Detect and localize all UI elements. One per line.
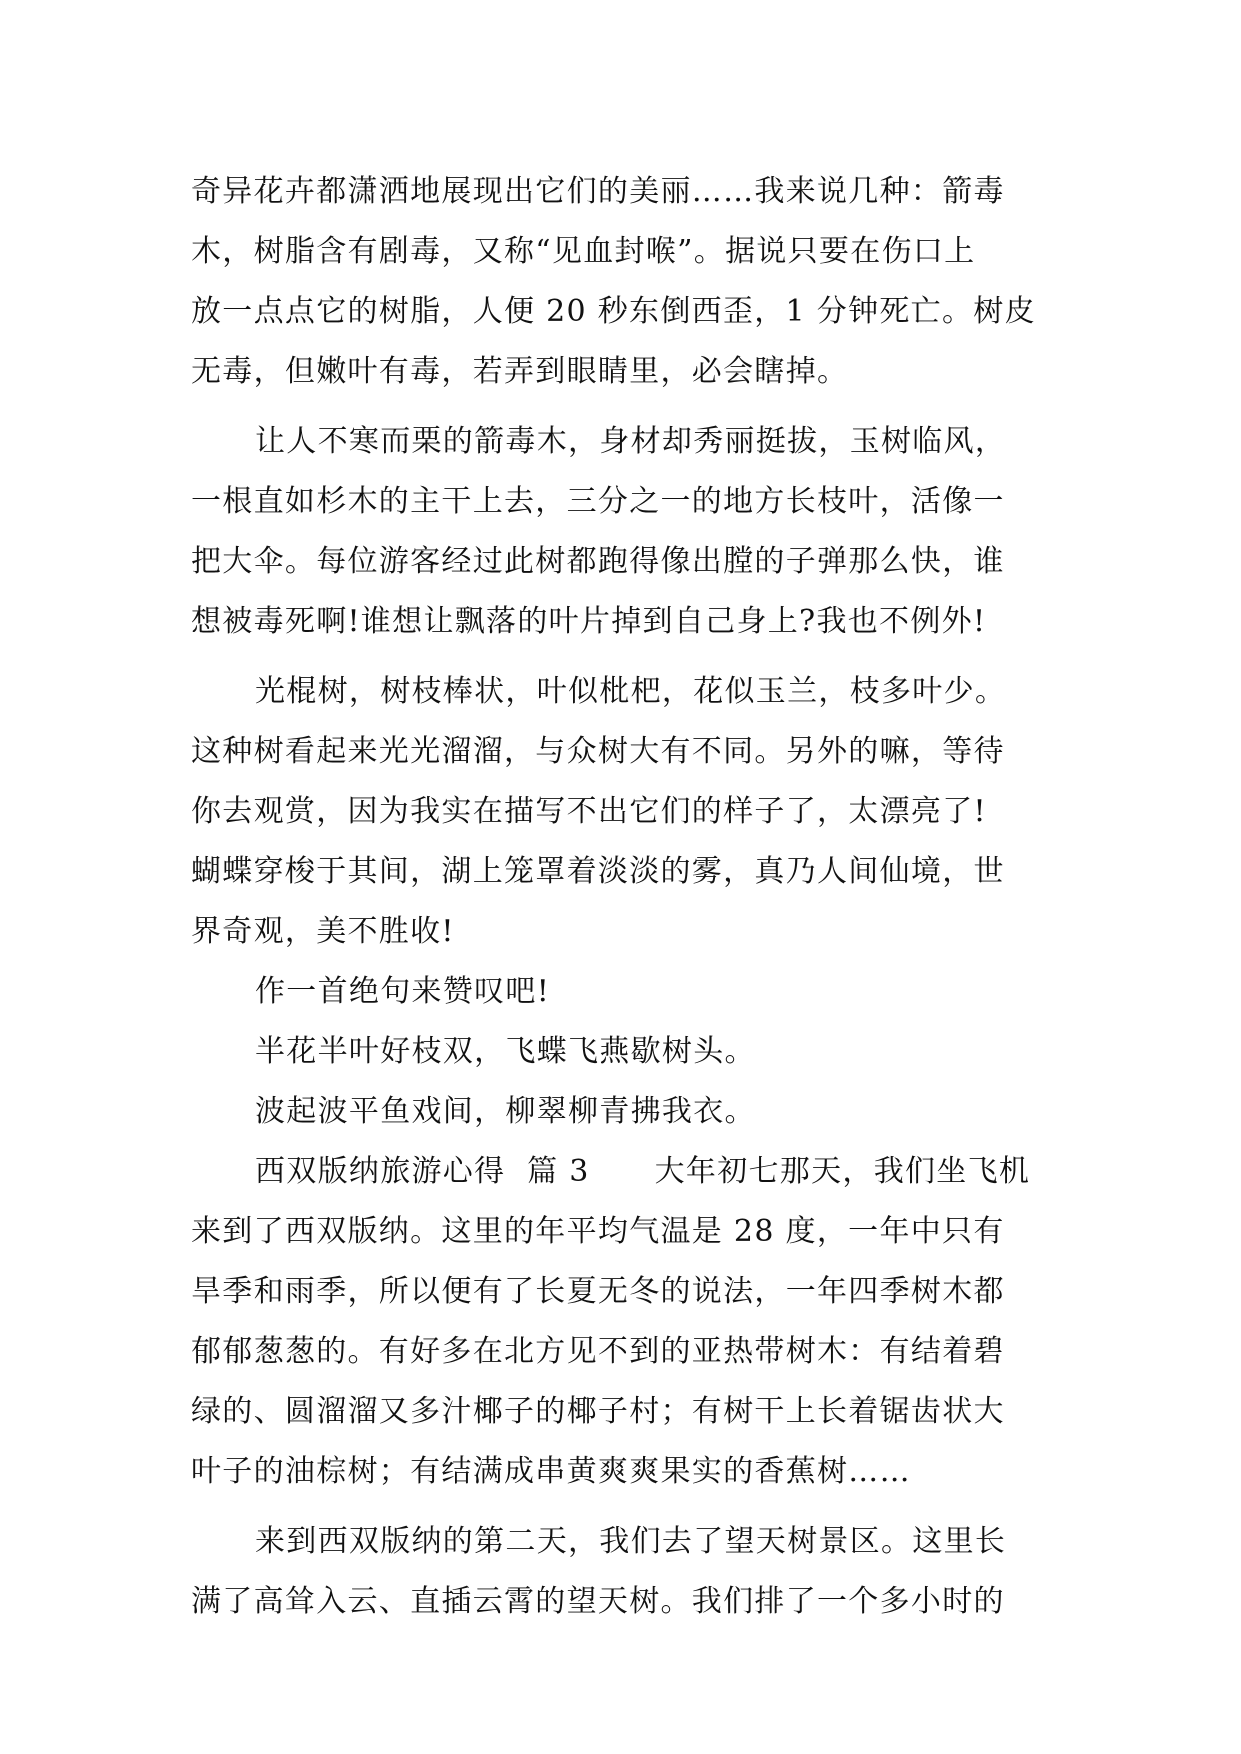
text-line: 放一点点它的树脂，人便 20 秒东倒西歪，1 分钟死亡。树皮 <box>191 294 1036 329</box>
text-line: 一根直如杉木的主干上去，三分之一的地方长枝叶，活像一 <box>191 484 1005 519</box>
text-line: 界奇观，美不胜收! <box>191 914 455 949</box>
text-line: 木，树脂含有剧毒，又称“见血封喉”。据说只要在伤口上 <box>191 234 976 269</box>
text-line: 无毒，但嫩叶有毒，若弄到眼睛里，必会瞎掉。 <box>191 354 849 389</box>
text-line: 绿的、圆溜溜又多汁椰子的椰子村；有树干上长着锯齿状大 <box>191 1394 1005 1429</box>
document-body <box>191 162 1051 1632</box>
text-line: 叶子的油棕树；有结满成串黄爽爽果实的香蕉树…… <box>191 1454 911 1489</box>
paragraph-first-line: 作一首绝句来赞叹吧! <box>255 974 551 1009</box>
text-line: 把大伞。每位游客经过此树都跑得像出膛的子弹那么快，谁 <box>191 544 1005 579</box>
text-line: 来到了西双版纳。这里的年平均气温是 28 度，一年中只有 <box>191 1214 1005 1249</box>
text-line: 奇异花卉都潇洒地展现出它们的美丽……我来说几种：箭毒 <box>191 174 1005 209</box>
paragraph-first-line: 让人不寒而栗的箭毒木，身材却秀丽挺拔，玉树临风， <box>255 424 1007 459</box>
text-line: 蝴蝶穿梭于其间，湖上笼罩着淡淡的雾，真乃人间仙境，世 <box>191 854 1005 889</box>
poem-line: 波起波平鱼戏间，柳翠柳青拂我衣。 <box>255 1094 756 1129</box>
text-line: 郁郁葱葱的。有好多在北方见不到的亚热带树木：有结着碧 <box>191 1334 1005 1369</box>
text-line: 想被毒死啊!谁想让飘落的叶片掉到自己身上?我也不例外! <box>191 604 987 639</box>
text-line: 旱季和雨季，所以便有了长夏无冬的说法，一年四季树木都 <box>191 1274 1005 1309</box>
text-line: 你去观赏，因为我实在描写不出它们的样子了，太漂亮了! <box>191 794 987 829</box>
text-line: 满了高耸入云、直插云霄的望天树。我们排了一个多小时的 <box>191 1584 1005 1619</box>
paragraph-first-line: 来到西双版纳的第二天，我们去了望天树景区。这里长 <box>255 1524 1007 1559</box>
poem-line: 半花半叶好枝双，飞蝶飞燕歇树头。 <box>255 1034 756 1069</box>
text-line: 这种树看起来光光溜溜，与众树大有不同。另外的嘛，等待 <box>191 734 1005 769</box>
paragraph-first-line: 光棍树，树枝棒状，叶似枇杷，花似玉兰，枝多叶少。 <box>255 674 1007 709</box>
section-heading-line: 西双版纳旅游心得 篇 3 大年初七那天，我们坐飞机 <box>255 1154 1031 1189</box>
